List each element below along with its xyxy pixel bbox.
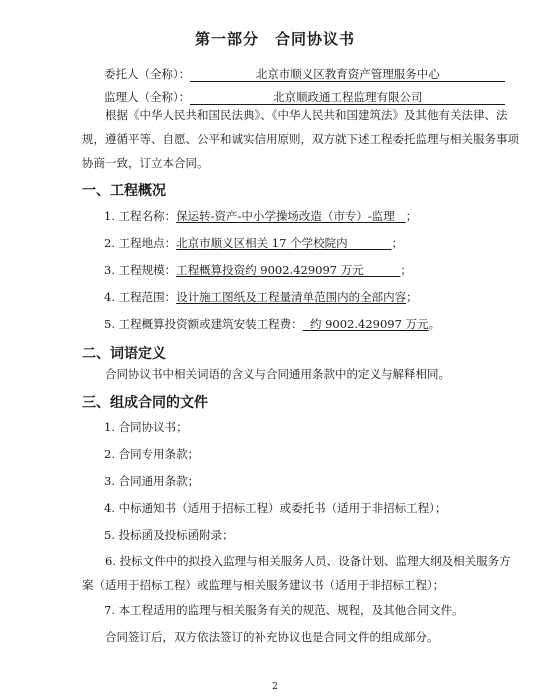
item-label: 5. 工程概算投资额或建筑安装工程费：: [104, 317, 303, 331]
contract-doc-item: 2. 合同专用条款；: [104, 447, 200, 461]
project-name-item: [104, 209, 417, 223]
section1-heading: 一、工程概况: [82, 183, 166, 199]
item-tail: 。: [428, 317, 441, 331]
item-tail: ；: [405, 209, 418, 223]
project-scope-value: 设计施工图纸及工程量清单范围内的全部内容: [176, 290, 407, 304]
project-scale-value: 工程概算投资约 9002.429097 万元: [176, 263, 364, 277]
contract-doc-item: 4. 中标通知书（适用于招标工程）或委托书（适用于非招标工程）；: [104, 501, 447, 515]
client-value: 北京市顺义区教育资产管理服务中心: [190, 67, 505, 82]
item-tail: ；: [391, 236, 403, 250]
project-investment-value: 约 9002.429097 万元: [309, 317, 429, 331]
supervisor-label: 监理人（全称）：: [104, 90, 191, 104]
contract-doc-item: 1. 合同协议书；: [104, 420, 188, 434]
item-tail: ；: [400, 263, 412, 277]
project-scope-item: [104, 290, 418, 304]
document-title: 第一部分 合同协议书: [194, 30, 355, 48]
closing-text: 合同签订后，双方依法签订的补充协议也是合同文件的组成部分。: [105, 630, 439, 644]
contract-doc-item: 3. 合同通用条款；: [104, 474, 200, 488]
item-label: 4. 工程范围：: [104, 290, 177, 304]
client-line: [104, 67, 505, 82]
supervisor-value: 北京顺政通工程监理有限公司: [190, 90, 505, 105]
item-label: 1. 工程名称：: [104, 209, 177, 223]
project-investment-item: [104, 317, 440, 331]
contract-doc-item: 7. 本工程适用的监理与相关服务有关的规范、规程，及其他合同文件。: [104, 603, 464, 617]
project-location-value: 北京市顺义区相关 17 个学校院内: [176, 236, 348, 250]
item-label: 3. 工程规模：: [104, 263, 177, 277]
section3-heading: 三、组成合同的文件: [82, 395, 208, 411]
item-tail: ；: [406, 290, 418, 304]
project-scale-item: [104, 263, 412, 277]
project-location-item: [104, 236, 403, 250]
client-label: 委托人（全称）：: [104, 67, 191, 81]
definitions-text: 合同协议书中相关词语的含义与合同通用条款中的定义与解释相同。: [105, 367, 450, 381]
section2-heading: 二、词语定义: [82, 346, 166, 362]
item-label: 2. 工程地点：: [104, 236, 177, 250]
contract-doc-item: 5. 投标函及投标函附录；: [104, 528, 234, 542]
intro-paragraph: 根据《中华人民共和国民法典》、《中华人民共和国建筑法》及其他有关法律、法规，遵循平等、自愿、公平和诚实信用原则，双方就下述工程委托监理与相关服务事项协商一致，订立本合同。: [82, 108, 519, 170]
contract-doc-item: 6. 投标文件中的拟投入监理与相关服务人员、设备计划、监理大纲及相关服务方案（适用于招标工程）或监理与相关服务建议书（适用于非招标工程）；: [82, 554, 511, 592]
project-name-value: 保运转-资产-中小学操场改造（市专）-监理: [176, 209, 395, 223]
page-number: 2: [272, 682, 278, 692]
